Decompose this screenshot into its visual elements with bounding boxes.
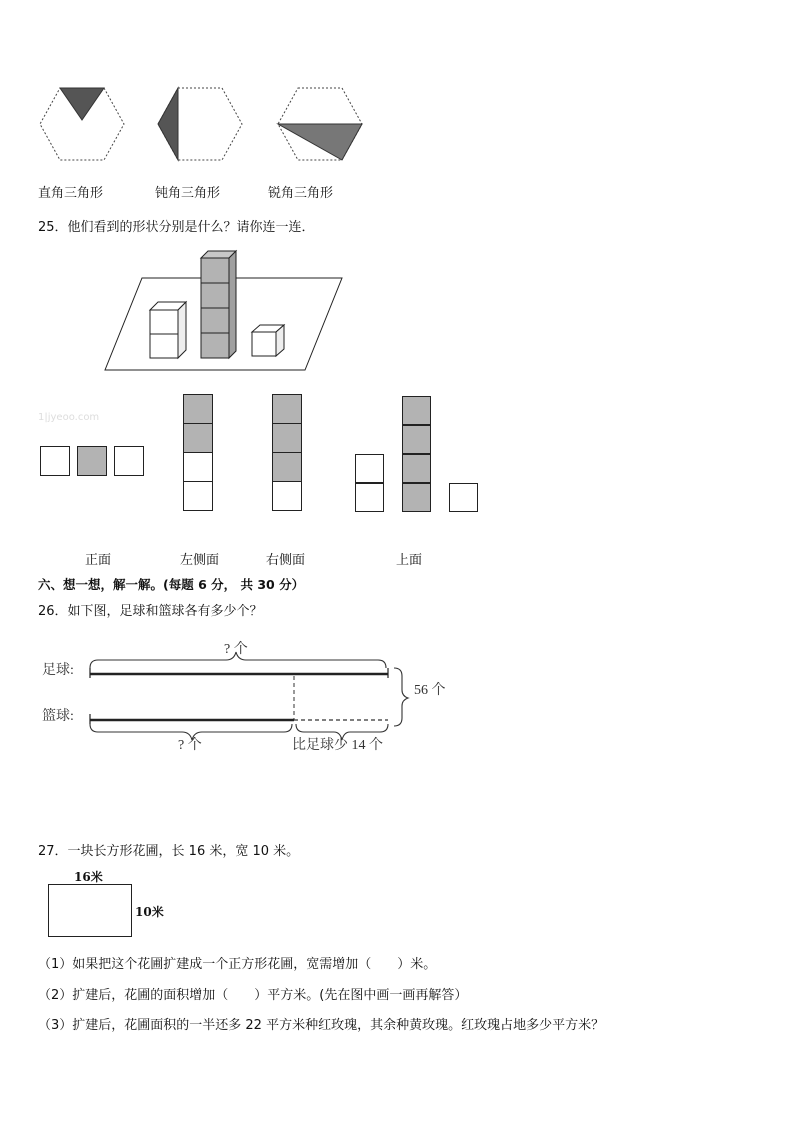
- hexagon-acute-triangle: [278, 88, 362, 160]
- total-label: 56 个: [414, 683, 446, 698]
- hexagon-figures: [36, 84, 366, 166]
- difference-label: 比足球少 14 个: [292, 738, 383, 753]
- watermark: 1|jyeoo.com: [38, 412, 100, 423]
- section-6-title: 六、想一想，解一解。(每题 6 分， 共 30 分）: [38, 577, 305, 592]
- two-cube-stack: [150, 302, 186, 358]
- basketball-label: 篮球:: [42, 709, 74, 724]
- four-cube-stack: [201, 251, 236, 358]
- flower-bed-rectangle: [48, 884, 132, 937]
- sub-question-1: （1）如果把这个花圃扩建成一个正方形花圃，宽需增加（ ）米。: [38, 957, 437, 972]
- question-27: 27．一块长方形花圃，长 16 米，宽 10 米。: [38, 844, 300, 859]
- hexagon-obtuse-triangle: [158, 88, 242, 160]
- top-unknown-label: ? 个: [224, 642, 248, 657]
- sub-question-2: （2）扩建后，花圃的面积增加（ ）平方米。(先在图中画一画再解答）: [38, 988, 468, 1003]
- question-26: 26．如下图，足球和篮球各有多少个？: [38, 604, 263, 619]
- sub-question-3: （3）扩建后，花圃面积的一半还多 22 平方米种红玫瑰，其余种黄玫瑰。红玫瑰占地多少平方米？: [38, 1018, 605, 1033]
- label-right-side: 右侧面: [266, 553, 306, 568]
- length-label: 16米: [74, 870, 103, 884]
- label-top: 上面: [396, 553, 423, 568]
- hexagon-right-triangle: [40, 88, 124, 160]
- cube-scene: [100, 248, 350, 374]
- label-left-side: 左侧面: [180, 553, 220, 568]
- bottom-unknown-label: ? 个: [178, 738, 202, 753]
- label-acute-triangle: 锐角三角形: [268, 186, 334, 201]
- label-front: 正面: [85, 553, 112, 568]
- single-cube: [252, 325, 284, 356]
- label-right-triangle: 直角三角形: [38, 186, 104, 201]
- question-25: 25．他们看到的形状分别是什么？请你连一连．: [38, 220, 315, 235]
- width-label: 10米: [135, 905, 164, 919]
- soccer-label: 足球:: [42, 663, 74, 678]
- label-obtuse-triangle: 钝角三角形: [155, 186, 221, 201]
